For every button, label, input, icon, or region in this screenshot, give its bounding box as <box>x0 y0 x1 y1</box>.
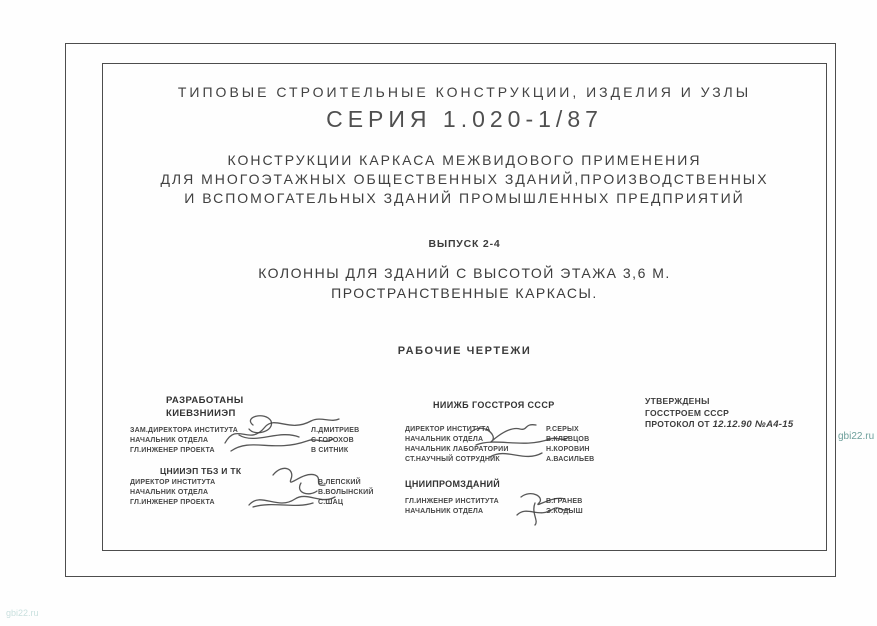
signatory-row <box>405 446 635 456</box>
signatory-title: ЗАМ.ДИРЕКТОРА ИНСТИТУТА <box>130 427 239 434</box>
signatory-row <box>405 426 635 436</box>
protocol-label: ПРОТОКОЛ ОТ <box>645 419 710 429</box>
signatory-name: С ГОРОХОВ <box>311 437 354 444</box>
signatory-title: ГЛ.ИНЖЕНЕР ИНСТИТУТА <box>405 498 499 505</box>
signatory-name: В СИТНИК <box>311 447 349 454</box>
signatory-title: ГЛ.ИНЖЕНЕР ПРОЕКТА <box>130 447 215 454</box>
signatory-name: А.ВАСИЛЬЕВ <box>546 456 595 463</box>
signatory-title: НАЧАЛЬНИК ОТДЕЛА <box>405 436 484 443</box>
signatory-row <box>130 499 390 509</box>
signatory-row <box>130 489 390 499</box>
org-tsniiep-name: ЦНИИЭП ТБЗ И ТК <box>160 466 242 476</box>
subject-line: ПРОСТРАНСТВЕННЫЕ КАРКАСЫ. <box>331 285 598 301</box>
subject-line: КОЛОННЫ ДЛЯ ЗДАНИЙ С ВЫСОТОЙ ЭТАЖА 3,6 М. <box>258 265 671 281</box>
signatory-row <box>405 436 635 446</box>
signatory-row <box>130 437 390 447</box>
signatory-title: НАЧАЛЬНИК ЛАБОРАТОРИИ <box>405 446 509 453</box>
signatory-row <box>130 447 390 457</box>
protocol-line <box>645 419 835 431</box>
issue-number: ВЫПУСК 2-4 <box>428 238 501 250</box>
signatory-name: В.ЛЕПСКИЙ <box>318 479 361 486</box>
signatory-title: СТ.НАУЧНЫЙ СОТРУДНИК <box>405 456 500 463</box>
site-watermark-corner: gbi22.ru <box>6 608 39 618</box>
developers-block <box>130 394 390 509</box>
description-line: КОНСТРУКЦИИ КАРКАСА МЕЖВИДОВОГО ПРИМЕНЕНИЯ <box>227 152 702 168</box>
signatory-row <box>405 456 635 466</box>
signatory-row <box>405 508 635 518</box>
signatory-name: В.ГРАНЕВ <box>546 498 583 505</box>
document-description <box>102 151 827 208</box>
org-niizhb-name: НИИЖБ ГОССТРОЯ СССР <box>433 400 555 410</box>
signatory-name: Н.КОРОВИН <box>546 446 590 453</box>
signatory-name: Л.ДМИТРИЕВ <box>311 427 360 434</box>
signatory-title: НАЧАЛЬНИК ОТДЕЛА <box>130 489 209 496</box>
approval-block <box>645 396 835 431</box>
org-kievzniiep-name: КИЕВЗНИИЭП <box>166 408 236 419</box>
kievzniiep-signatories <box>130 427 390 457</box>
developed-by-heading: РАЗРАБОТАНЫ <box>166 395 244 406</box>
signatory-title: НАЧАЛЬНИК ОТДЕЛА <box>130 437 209 444</box>
research-institutes-block <box>405 399 635 518</box>
site-watermark-right: gbi22.ru <box>838 431 875 442</box>
signatory-title: ГЛ.ИНЖЕНЕР ПРОЕКТА <box>130 499 215 506</box>
approved-by-org: ГОССТРОЕМ СССР <box>645 407 730 418</box>
protocol-number: 12.12.90 №А4-15 <box>712 419 794 430</box>
signatory-name: В.КЛЕВЦОВ <box>546 436 590 443</box>
signatory-name: С.ШАЦ <box>318 499 344 506</box>
signatory-row <box>130 427 390 437</box>
approved-heading: УТВЕРЖДЕНЫ <box>645 396 710 406</box>
org-tsniipromzdaniy-name: ЦНИИПРОМЗДАНИЙ <box>405 479 501 489</box>
description-line: ДЛЯ МНОГОЭТАЖНЫХ ОБЩЕСТВЕННЫХ ЗДАНИЙ,ПРОИЗВОДСТВЕННЫХ <box>160 171 769 187</box>
document-subject <box>102 263 827 303</box>
series-number: СЕРИЯ 1.020-1/87 <box>326 106 603 132</box>
document-category-title: ТИПОВЫЕ СТРОИТЕЛЬНЫЕ КОНСТРУКЦИИ, ИЗДЕЛИЯ И УЗЛЫ <box>177 84 752 100</box>
signatory-name: В.ВОЛЫНСКИЙ <box>318 489 374 496</box>
signatory-title: ДИРЕКТОР ИНСТИТУТА <box>130 479 216 486</box>
tsniiep-signatories <box>130 479 390 509</box>
signatory-name: Э.КОДЫШ <box>546 508 583 515</box>
signatory-title: ДИРЕКТОР ИНСТИТУТА <box>405 426 491 433</box>
signatory-row <box>130 479 390 489</box>
signatory-row <box>405 498 635 508</box>
tsniipromzdaniy-signatories <box>405 498 635 518</box>
niizhb-signatories <box>405 426 635 466</box>
description-line: И ВСПОМОГАТЕЛЬНЫХ ЗДАНИЙ ПРОМЫШЛЕННЫХ ПРЕДПРИЯТИЙ <box>184 190 745 206</box>
signatory-name: Р.СЕРЫХ <box>546 426 579 433</box>
document-type: РАБОЧИЕ ЧЕРТЕЖИ <box>397 345 532 357</box>
signatory-title: НАЧАЛЬНИК ОТДЕЛА <box>405 508 484 515</box>
